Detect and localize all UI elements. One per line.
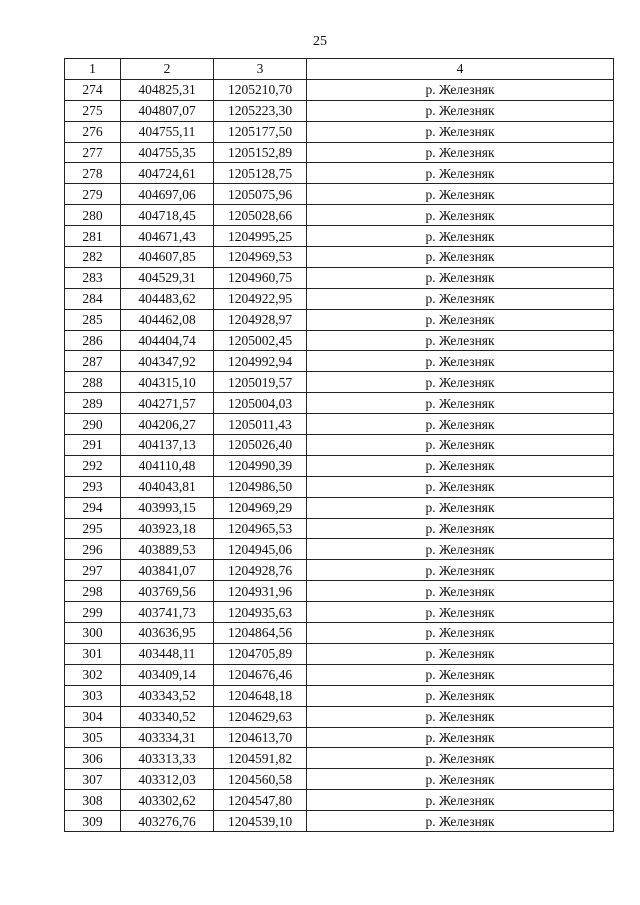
x-coordinate-cell: 404315,10 [121, 372, 214, 393]
y-coordinate-cell: 1204945,06 [214, 539, 307, 560]
point-number-cell: 275 [65, 100, 121, 121]
table-row [65, 664, 614, 685]
description-cell: р. Железняк [307, 643, 614, 664]
description-cell: р. Железняк [307, 727, 614, 748]
y-coordinate-cell: 1204931,96 [214, 581, 307, 602]
point-number-cell: 283 [65, 267, 121, 288]
table-row [65, 288, 614, 309]
y-coordinate-cell: 1204965,53 [214, 518, 307, 539]
x-coordinate-cell: 403334,31 [121, 727, 214, 748]
point-number-cell: 281 [65, 226, 121, 247]
y-coordinate-cell: 1205223,30 [214, 100, 307, 121]
point-number-cell: 293 [65, 476, 121, 497]
point-number-cell: 299 [65, 602, 121, 623]
x-coordinate-cell: 403889,53 [121, 539, 214, 560]
x-coordinate-cell: 403993,15 [121, 497, 214, 518]
x-coordinate-cell: 404671,43 [121, 226, 214, 247]
x-coordinate-cell: 404137,13 [121, 435, 214, 456]
y-coordinate-cell: 1204547,80 [214, 790, 307, 811]
table-row [65, 309, 614, 330]
description-cell: р. Железняк [307, 351, 614, 372]
point-number-cell: 295 [65, 518, 121, 539]
x-coordinate-cell: 404529,31 [121, 267, 214, 288]
point-number-cell: 309 [65, 811, 121, 832]
x-coordinate-cell: 403841,07 [121, 560, 214, 581]
description-cell: р. Железняк [307, 247, 614, 268]
y-coordinate-cell: 1204969,53 [214, 247, 307, 268]
description-cell: р. Железняк [307, 330, 614, 351]
x-coordinate-cell: 404807,07 [121, 100, 214, 121]
point-number-cell: 300 [65, 623, 121, 644]
y-coordinate-cell: 1204960,75 [214, 267, 307, 288]
y-coordinate-cell: 1204705,89 [214, 643, 307, 664]
table-row [65, 623, 614, 644]
y-coordinate-cell: 1204591,82 [214, 748, 307, 769]
table-row [65, 476, 614, 497]
x-coordinate-cell: 404110,48 [121, 455, 214, 476]
x-coordinate-cell: 403923,18 [121, 518, 214, 539]
description-cell: р. Железняк [307, 623, 614, 644]
description-cell: р. Железняк [307, 769, 614, 790]
table-row [65, 790, 614, 811]
point-number-cell: 276 [65, 121, 121, 142]
description-cell: р. Железняк [307, 706, 614, 727]
description-cell: р. Железняк [307, 372, 614, 393]
table-row [65, 602, 614, 623]
column-header: 3 [214, 59, 307, 80]
point-number-cell: 285 [65, 309, 121, 330]
table-row [65, 100, 614, 121]
table-row [65, 79, 614, 100]
description-cell: р. Железняк [307, 455, 614, 476]
point-number-cell: 301 [65, 643, 121, 664]
x-coordinate-cell: 403340,52 [121, 706, 214, 727]
description-cell: р. Железняк [307, 79, 614, 100]
description-cell: р. Железняк [307, 288, 614, 309]
coordinates-table [64, 58, 614, 832]
description-cell: р. Железняк [307, 497, 614, 518]
table-row [65, 267, 614, 288]
y-coordinate-cell: 1205128,75 [214, 163, 307, 184]
y-coordinate-cell: 1204986,50 [214, 476, 307, 497]
x-coordinate-cell: 403409,14 [121, 664, 214, 685]
y-coordinate-cell: 1204922,95 [214, 288, 307, 309]
description-cell: р. Железняк [307, 581, 614, 602]
point-number-cell: 305 [65, 727, 121, 748]
y-coordinate-cell: 1205177,50 [214, 121, 307, 142]
point-number-cell: 290 [65, 414, 121, 435]
y-coordinate-cell: 1204676,46 [214, 664, 307, 685]
table-row [65, 769, 614, 790]
description-cell: р. Железняк [307, 414, 614, 435]
point-number-cell: 302 [65, 664, 121, 685]
description-cell: р. Железняк [307, 100, 614, 121]
point-number-cell: 279 [65, 184, 121, 205]
table-row [65, 142, 614, 163]
table-body [65, 79, 614, 831]
x-coordinate-cell: 403741,73 [121, 602, 214, 623]
y-coordinate-cell: 1204990,39 [214, 455, 307, 476]
y-coordinate-cell: 1205004,03 [214, 393, 307, 414]
table-row [65, 184, 614, 205]
y-coordinate-cell: 1205019,57 [214, 372, 307, 393]
point-number-cell: 291 [65, 435, 121, 456]
x-coordinate-cell: 403302,62 [121, 790, 214, 811]
table-row [65, 706, 614, 727]
point-number-cell: 296 [65, 539, 121, 560]
page-number: 25 [313, 34, 327, 49]
description-cell: р. Железняк [307, 518, 614, 539]
x-coordinate-cell: 404462,08 [121, 309, 214, 330]
description-cell: р. Железняк [307, 685, 614, 706]
x-coordinate-cell: 403276,76 [121, 811, 214, 832]
y-coordinate-cell: 1204560,58 [214, 769, 307, 790]
x-coordinate-cell: 403343,52 [121, 685, 214, 706]
table-row [65, 163, 614, 184]
table-row [65, 455, 614, 476]
x-coordinate-cell: 404271,57 [121, 393, 214, 414]
description-cell: р. Железняк [307, 811, 614, 832]
x-coordinate-cell: 403448,11 [121, 643, 214, 664]
y-coordinate-cell: 1204864,56 [214, 623, 307, 644]
table-row [65, 205, 614, 226]
description-cell: р. Железняк [307, 121, 614, 142]
description-cell: р. Железняк [307, 163, 614, 184]
table-row [65, 351, 614, 372]
y-coordinate-cell: 1205152,89 [214, 142, 307, 163]
x-coordinate-cell: 404825,31 [121, 79, 214, 100]
x-coordinate-cell: 404718,45 [121, 205, 214, 226]
y-coordinate-cell: 1205002,45 [214, 330, 307, 351]
table-row [65, 226, 614, 247]
point-number-cell: 288 [65, 372, 121, 393]
y-coordinate-cell: 1204539,10 [214, 811, 307, 832]
x-coordinate-cell: 404755,11 [121, 121, 214, 142]
y-coordinate-cell: 1204935,63 [214, 602, 307, 623]
x-coordinate-cell: 404724,61 [121, 163, 214, 184]
table-row [65, 748, 614, 769]
table-header-row [65, 59, 614, 80]
description-cell: р. Железняк [307, 560, 614, 581]
point-number-cell: 306 [65, 748, 121, 769]
y-coordinate-cell: 1205028,66 [214, 205, 307, 226]
table-row [65, 372, 614, 393]
description-cell: р. Железняк [307, 205, 614, 226]
table-row [65, 581, 614, 602]
table-row [65, 539, 614, 560]
point-number-cell: 303 [65, 685, 121, 706]
point-number-cell: 274 [65, 79, 121, 100]
table-row [65, 497, 614, 518]
point-number-cell: 298 [65, 581, 121, 602]
description-cell: р. Железняк [307, 226, 614, 247]
description-cell: р. Железняк [307, 748, 614, 769]
y-coordinate-cell: 1205026,40 [214, 435, 307, 456]
point-number-cell: 292 [65, 455, 121, 476]
point-number-cell: 297 [65, 560, 121, 581]
point-number-cell: 307 [65, 769, 121, 790]
table-row [65, 811, 614, 832]
table-row [65, 643, 614, 664]
x-coordinate-cell: 404483,62 [121, 288, 214, 309]
table-row [65, 247, 614, 268]
description-cell: р. Железняк [307, 790, 614, 811]
point-number-cell: 294 [65, 497, 121, 518]
y-coordinate-cell: 1204928,76 [214, 560, 307, 581]
description-cell: р. Железняк [307, 664, 614, 685]
point-number-cell: 287 [65, 351, 121, 372]
y-coordinate-cell: 1205210,70 [214, 79, 307, 100]
x-coordinate-cell: 404755,35 [121, 142, 214, 163]
point-number-cell: 308 [65, 790, 121, 811]
description-cell: р. Железняк [307, 602, 614, 623]
description-cell: р. Железняк [307, 539, 614, 560]
table-row [65, 393, 614, 414]
x-coordinate-cell: 403769,56 [121, 581, 214, 602]
column-header: 4 [307, 59, 614, 80]
table-row [65, 414, 614, 435]
table-row [65, 518, 614, 539]
y-coordinate-cell: 1204995,25 [214, 226, 307, 247]
point-number-cell: 289 [65, 393, 121, 414]
x-coordinate-cell: 404607,85 [121, 247, 214, 268]
y-coordinate-cell: 1204613,70 [214, 727, 307, 748]
x-coordinate-cell: 404404,74 [121, 330, 214, 351]
x-coordinate-cell: 403313,33 [121, 748, 214, 769]
table-row [65, 121, 614, 142]
point-number-cell: 286 [65, 330, 121, 351]
point-number-cell: 304 [65, 706, 121, 727]
x-coordinate-cell: 404206,27 [121, 414, 214, 435]
description-cell: р. Железняк [307, 476, 614, 497]
y-coordinate-cell: 1205011,43 [214, 414, 307, 435]
description-cell: р. Железняк [307, 267, 614, 288]
point-number-cell: 282 [65, 247, 121, 268]
x-coordinate-cell: 404043,81 [121, 476, 214, 497]
description-cell: р. Железняк [307, 184, 614, 205]
point-number-cell: 278 [65, 163, 121, 184]
y-coordinate-cell: 1204928,97 [214, 309, 307, 330]
description-cell: р. Железняк [307, 142, 614, 163]
x-coordinate-cell: 403636,95 [121, 623, 214, 644]
y-coordinate-cell: 1205075,96 [214, 184, 307, 205]
table-row [65, 685, 614, 706]
description-cell: р. Железняк [307, 435, 614, 456]
table-row [65, 727, 614, 748]
x-coordinate-cell: 403312,03 [121, 769, 214, 790]
point-number-cell: 280 [65, 205, 121, 226]
y-coordinate-cell: 1204992,94 [214, 351, 307, 372]
table-row [65, 330, 614, 351]
x-coordinate-cell: 404697,06 [121, 184, 214, 205]
description-cell: р. Железняк [307, 393, 614, 414]
point-number-cell: 277 [65, 142, 121, 163]
column-header: 2 [121, 59, 214, 80]
point-number-cell: 284 [65, 288, 121, 309]
x-coordinate-cell: 404347,92 [121, 351, 214, 372]
column-header: 1 [65, 59, 121, 80]
table-row [65, 435, 614, 456]
y-coordinate-cell: 1204629,63 [214, 706, 307, 727]
y-coordinate-cell: 1204648,18 [214, 685, 307, 706]
description-cell: р. Железняк [307, 309, 614, 330]
table-row [65, 560, 614, 581]
y-coordinate-cell: 1204969,29 [214, 497, 307, 518]
